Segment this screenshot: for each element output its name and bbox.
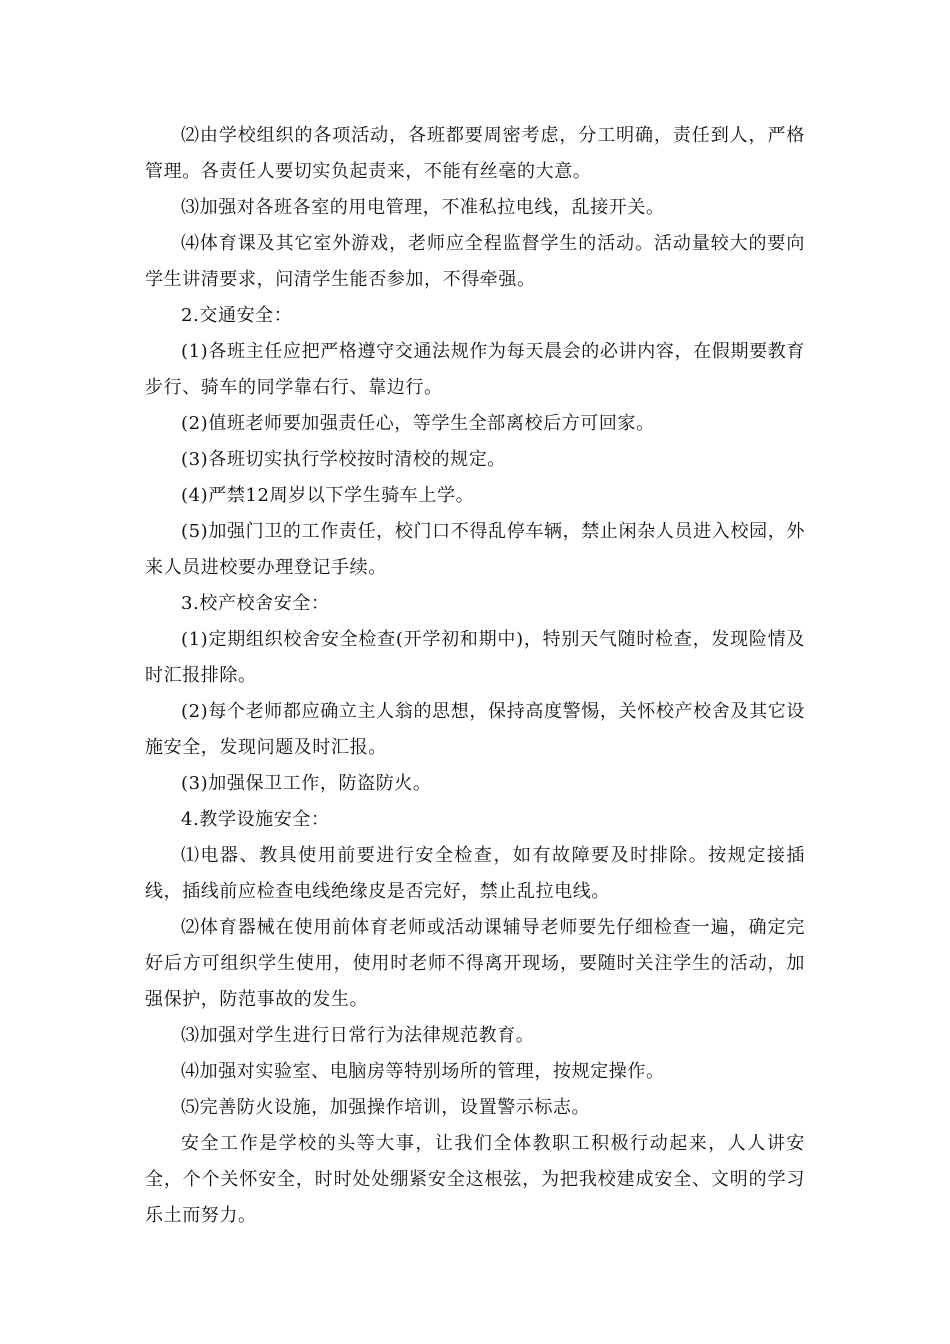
- paragraph-sports-equipment: ⑵体育器械在使用前体育老师或活动课辅导老师要先仔细检查一遍，确定完好后方可组织学生使用，使用时老师不得离开现场，要随时关注学生的活动，加强保护，防范事故的发生。: [145, 917, 805, 1010]
- paragraph-vigilance: (2)每个老师都应确立主人翁的思想，保持高度警惕，关怀校产校舍及其它设施安全，发现问题及时汇报。: [145, 701, 805, 758]
- paragraph-special-rooms: ⑷加强对实验室、电脑房等特别场所的管理，按规定操作。: [181, 1061, 665, 1082]
- paragraph-conclusion: 安全工作是学校的头等大事，让我们全体教职工积极行动起来，人人讲安全，个个关怀安全，时时处处绷紧安全这根弦，为把我校建成安全、文明的学习乐土而努力。: [145, 1133, 805, 1226]
- paragraph-fire-facilities: ⑸完善防火设施，加强操作培训，设置警示标志。: [181, 1097, 591, 1118]
- section-heading-traffic-safety: 2.交通安全：: [181, 305, 293, 326]
- paragraph-activity-management: ⑵由学校组织的各项活动，各班都要周密考虑，分工明确，责任到人，严格管理。各责任人要切实负起责来，不能有丝毫的大意。: [145, 125, 805, 182]
- paragraph-outdoor-supervision: ⑷体育课及其它室外游戏，老师应全程监督学生的活动。活动量较大的要向学生讲清要求，问清学生能否参加，不得牵强。: [145, 233, 805, 290]
- document-body: [145, 118, 805, 1234]
- paragraph-clearing-school: (3)各班切实执行学校按时清校的规定。: [181, 449, 506, 470]
- paragraph-electricity-management: ⑶加强对各班各室的用电管理，不准私拉电线，乱接开关。: [181, 197, 665, 218]
- paragraph-cycling-ban: (4)严禁12周岁以下学生骑车上学。: [181, 485, 475, 506]
- section-heading-building-safety: 3.校产校舍安全：: [181, 593, 330, 614]
- section-heading-teaching-facilities: 4.教学设施安全：: [181, 809, 330, 830]
- paragraph-building-inspection: (1)定期组织校舍安全检查(开学初和期中)，特别天气随时检查，发现险情及时汇报排除。: [145, 629, 805, 686]
- paragraph-duty-teacher: (2)值班老师要加强责任心，等学生全部离校后方可回家。: [181, 413, 655, 434]
- paragraph-gatekeeper: (5)加强门卫的工作责任，校门口不得乱停车辆，禁止闲杂人员进入校园，外来人员进校要办理登记手续。: [145, 521, 805, 578]
- paragraph-behavior-education: ⑶加强对学生进行日常行为法律规范教育。: [181, 1025, 535, 1046]
- paragraph-electrical-check: ⑴电器、教具使用前要进行安全检查，如有故障要及时排除。按规定接插线，插线前应检查电线绝缘皮是否完好，禁止乱拉电线。: [145, 845, 805, 902]
- paragraph-traffic-rules: (1)各班主任应把严格遵守交通法规作为每天晨会的必讲内容，在假期要教育步行、骑车的同学靠右行、靠边行。: [145, 341, 805, 398]
- paragraph-security-fire: (3)加强保卫工作，防盗防火。: [181, 773, 432, 794]
